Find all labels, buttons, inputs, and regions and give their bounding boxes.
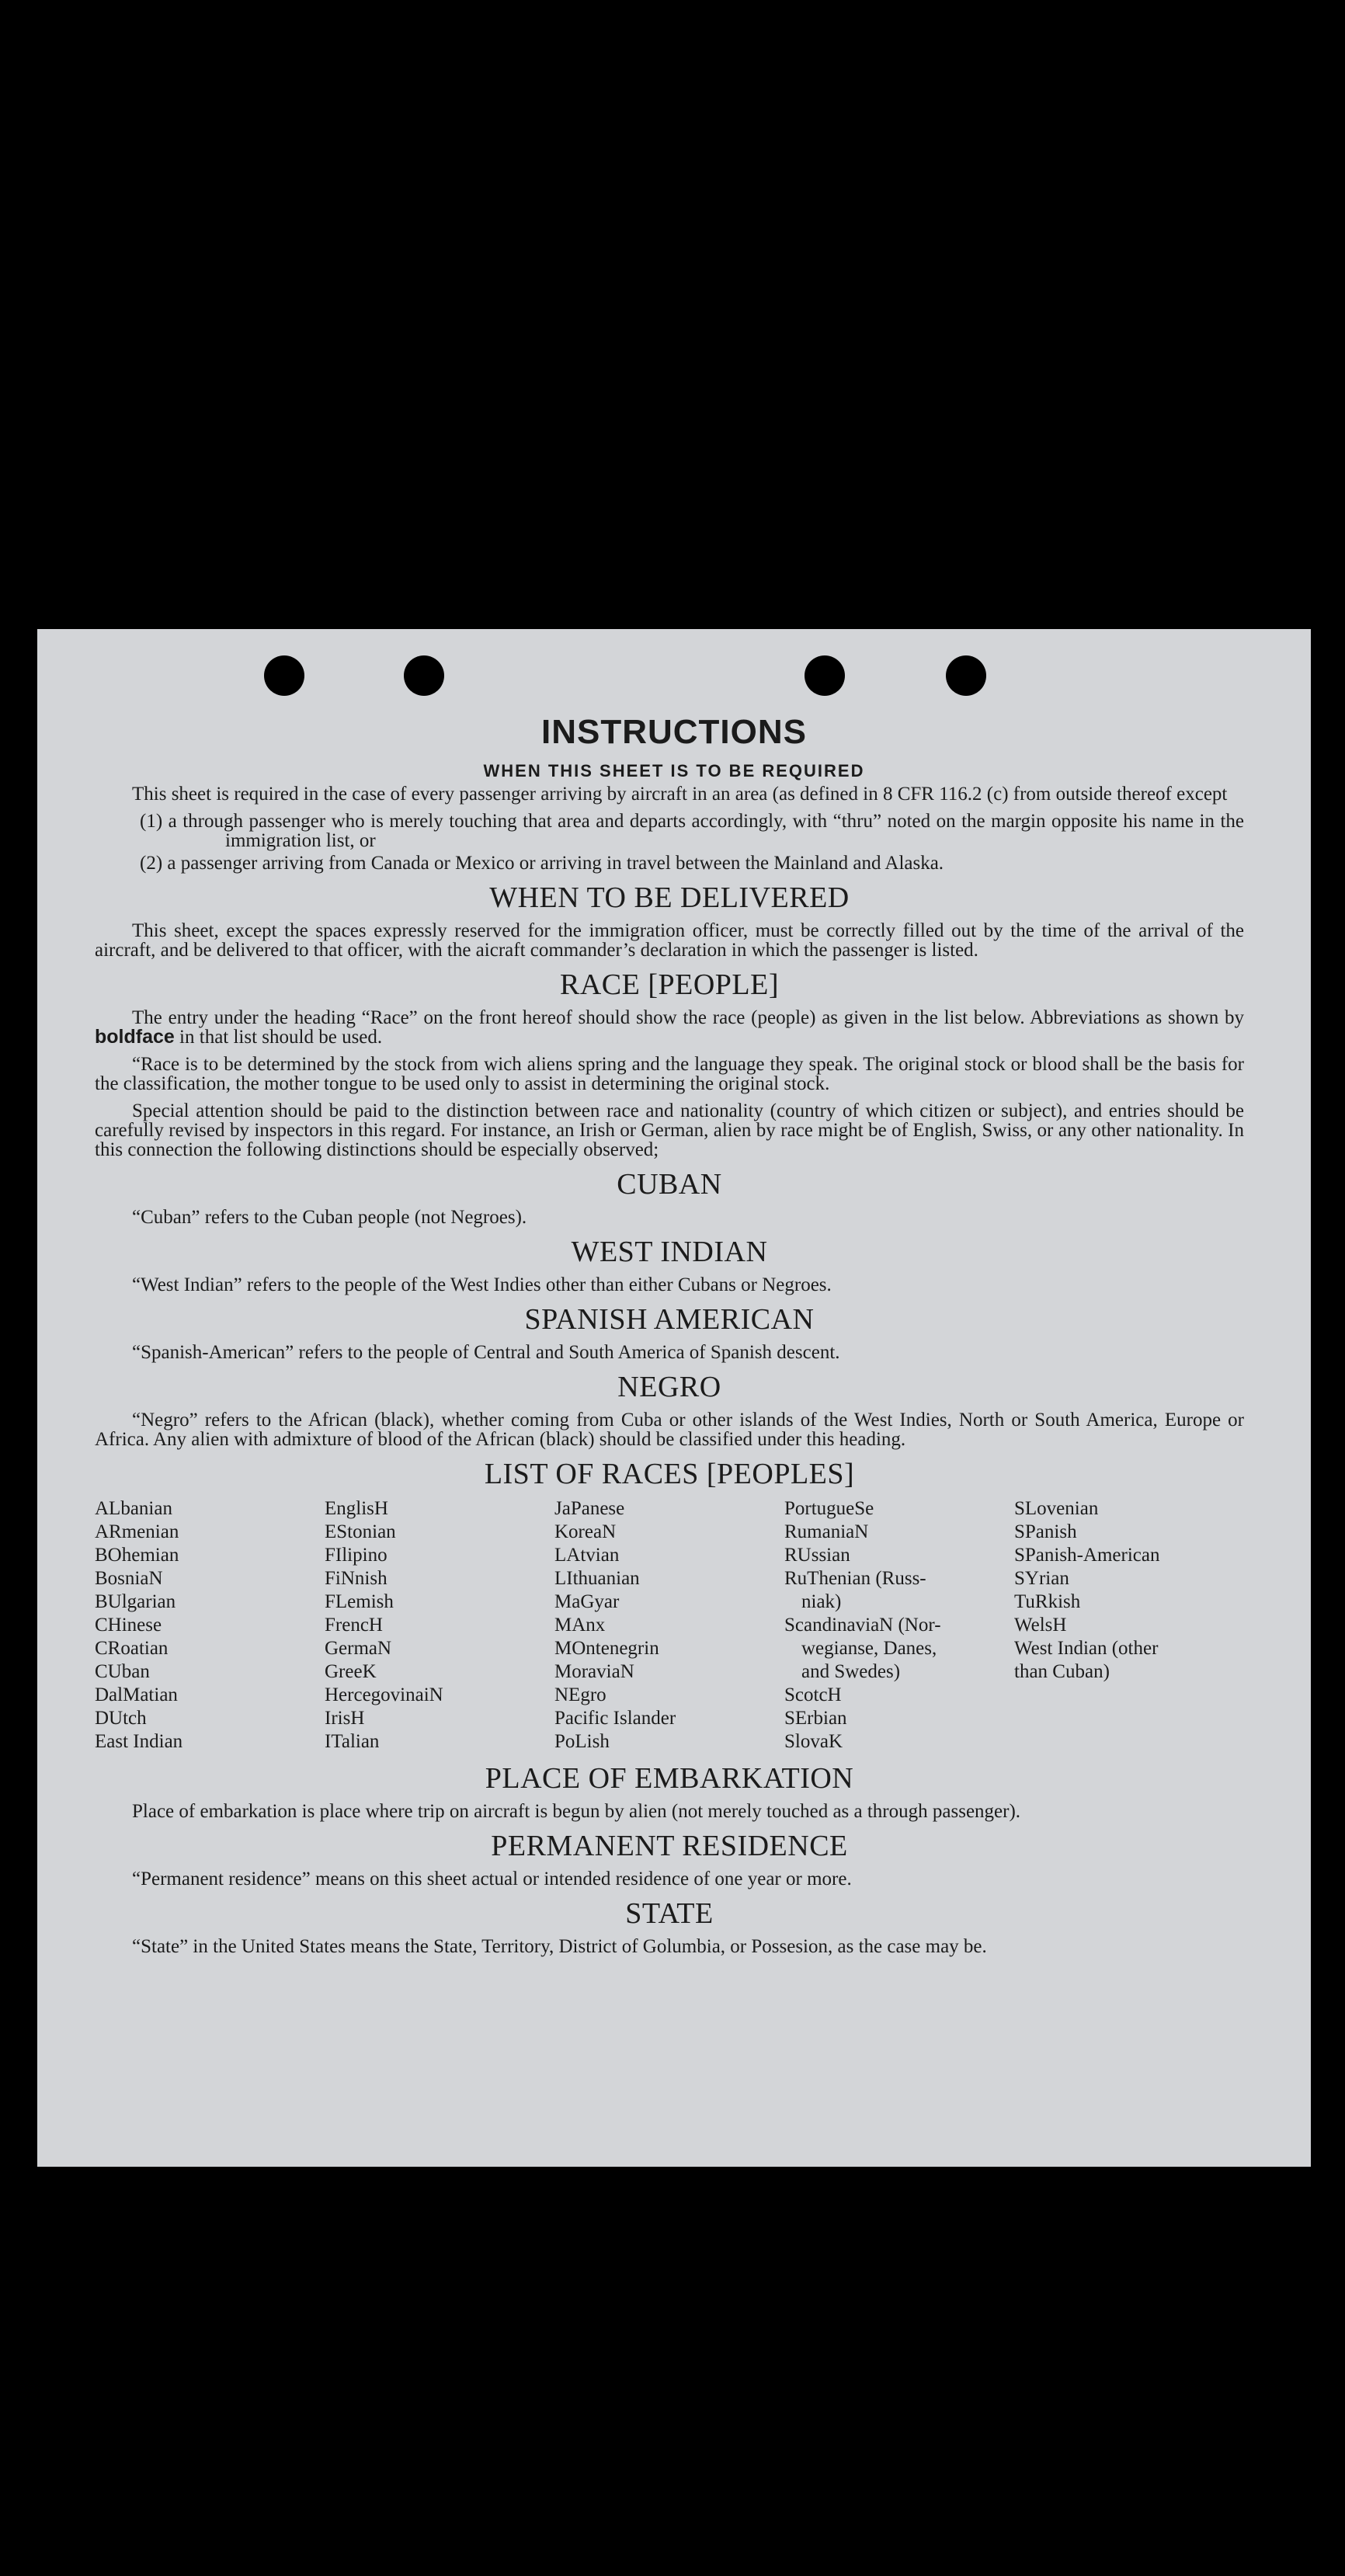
race-entry: SYrian [1014,1568,1069,1589]
race-entry: CUban [95,1661,150,1682]
race-entry: EStonian [325,1521,396,1542]
race-entry: KoreaN [554,1521,617,1542]
race-entry: SlovaK [784,1731,843,1752]
heading-west-indian: WEST INDIAN [571,1236,768,1268]
race-entry: ScotcH [784,1684,842,1705]
race-entry: RuThenian (Russ- [784,1568,926,1589]
heading-permanent-residence: PERMANENT RESIDENCE [491,1830,848,1862]
embarkation-paragraph: Place of embarkation is place where trip on aircraft is begun by alien (not merely touched as a through passenger). [132,1801,1021,1822]
race-entry: wegianse, Danes, [801,1638,937,1659]
race-entry: PortugueSe [784,1498,874,1519]
race-paragraph-3: Special attention should be paid to the distinction between race and nationality (country of which citizen or subject), and entries should be carefully revised by inspectors in this regard. For instance, an Irish or German, alien by race might be of English, Swiss, or any other nationality. In this connection the following distinctions should be especially observed; [95,1100,1244,1160]
races-column [554,1497,784,1754]
races-column [325,1497,554,1754]
race-entry: niak) [801,1591,842,1612]
races-list [95,1497,1244,1754]
heading-place-of-embarkation: PLACE OF EMBARKATION [485,1762,854,1795]
race-paragraph-1: The entry under the heading “Race” on the front hereof should show the race (people) as given in the list below. Abbreviations as shown by boldface in that list should be used. [95,1007,1244,1048]
race-entry: than Cuban) [1014,1661,1110,1682]
spanish-american-paragraph: “Spanish-American” refers to the people of Central and South America of Spanish descent. [132,1342,840,1363]
punch-hole [946,655,986,696]
race-entry: FLemish [325,1591,394,1612]
heading-negro: NEGRO [617,1371,721,1403]
race-entry: BOhemian [95,1545,179,1566]
races-column [95,1497,325,1754]
heading-spanish-american: SPANISH AMERICAN [524,1303,815,1336]
races-column [1014,1497,1244,1754]
race-entry: MOntenegrin [554,1638,659,1659]
race-paragraph-2: “Race is to be determined by the stock from wich aliens spring and the language they speak. The original stock or blood shall be the basis for the classification, the mother tongue to be used only to assist in determining the original stock. [95,1054,1244,1094]
race-entry: MoraviaN [554,1661,634,1682]
race-entry: SPanish [1014,1521,1077,1542]
page-subtitle: WHEN THIS SHEET IS TO BE REQUIRED [483,761,865,780]
residence-paragraph: “Permanent residence” means on this sheet actual or intended residence of one year or more. [132,1869,852,1889]
race-entry: GermaN [325,1638,392,1659]
race-entry: LIthuanian [554,1568,640,1589]
race-entry: FIlipino [325,1545,388,1566]
race-entry: DalMatian [95,1684,178,1705]
race-entry: TuRkish [1014,1591,1081,1612]
race-entry: FrencH [325,1615,383,1636]
race-entry: SErbian [784,1708,847,1729]
race-entry: and Swedes) [801,1661,901,1682]
race-entry: NEgro [554,1684,606,1705]
exception-2: (2) a passenger arriving from Canada or Mexico or arriving in travel between the Mainland and Alaska. [140,853,944,874]
race-entry: CHinese [95,1615,162,1636]
race-entry: SPanish-American [1014,1545,1160,1566]
page-title: INSTRUCTIONS [541,713,807,751]
race-entry: FiNnish [325,1568,388,1589]
race-entry: ScandinaviaN (Nor- [784,1615,941,1636]
heading-list-of-races: LIST OF RACES [PEOPLES] [484,1458,855,1490]
intro-paragraph: This sheet is required in the case of every passenger arriving by aircraft in an area (as defined in 8 CFR 116.2 (c) from outside thereof except [132,784,1228,805]
race-entry: EnglisH [325,1498,388,1519]
race-entry: GreeK [325,1661,377,1682]
instructions-body [95,784,1244,1964]
state-paragraph: “State” in the United States means the State, Territory, District of Golumbia, or Possesion, as the case may be. [132,1936,987,1957]
heading-cuban: CUBAN [617,1168,722,1201]
race-entry: ITalian [325,1731,380,1752]
cuban-paragraph: “Cuban” refers to the Cuban people (not Negroes). [132,1207,527,1228]
exception-1: (1) a through passenger who is merely touching that area and departs accordingly, with “thru” noted on the margin opposite his name in the immigration list, or [140,811,1244,851]
race-entry: ARmenian [95,1521,179,1542]
punch-hole [404,655,444,696]
race-entry: SLovenian [1014,1498,1099,1519]
race-entry: HercegovinaiN [325,1684,443,1705]
boldface-word: boldface [95,1026,175,1048]
race-entry: RUssian [784,1545,850,1566]
race-entry: LAtvian [554,1545,620,1566]
race-entry: ALbanian [95,1498,172,1519]
race-entry: West Indian (other [1014,1638,1159,1659]
punch-hole [264,655,304,696]
race-entry: IrisH [325,1708,365,1729]
race-entry: WelsH [1014,1615,1067,1636]
negro-paragraph: “Negro” refers to the African (black), whether coming from Cuba or other islands of the West Indies, North or South America, Europe or Africa. Any alien with admixture of blood of the African (black) should be classified under this heading. [95,1410,1244,1450]
heading-race: RACE [PEOPLE] [560,968,779,1001]
race-entry: JaPanese [554,1498,625,1519]
race-entry: Pacific Islander [554,1708,676,1729]
instruction-sheet [37,629,1311,2167]
west-indian-paragraph: “West Indian” refers to the people of the West Indies other than either Cubans or Negroes. [132,1274,832,1295]
race-entry: PoLish [554,1731,610,1752]
races-column [784,1497,1014,1754]
race-entry: BosniaN [95,1568,163,1589]
race-entry: MaGyar [554,1591,620,1612]
delivered-paragraph: This sheet, except the spaces expressly reserved for the immigration officer, must be correctly filled out by the time of the arrival of the aircraft, and be delivered to that officer, with the aicraft commander’s declaration in which the passenger is listed. [95,920,1244,961]
heading-when-delivered: WHEN TO BE DELIVERED [489,881,850,914]
punch-hole [805,655,845,696]
race-entry: DUtch [95,1708,147,1729]
race-entry: MAnx [554,1615,606,1636]
race-entry: BUlgarian [95,1591,176,1612]
race-entry: RumaniaN [784,1521,869,1542]
heading-state: STATE [625,1897,714,1930]
race-entry: CRoatian [95,1638,169,1659]
race-entry: East Indian [95,1731,183,1752]
